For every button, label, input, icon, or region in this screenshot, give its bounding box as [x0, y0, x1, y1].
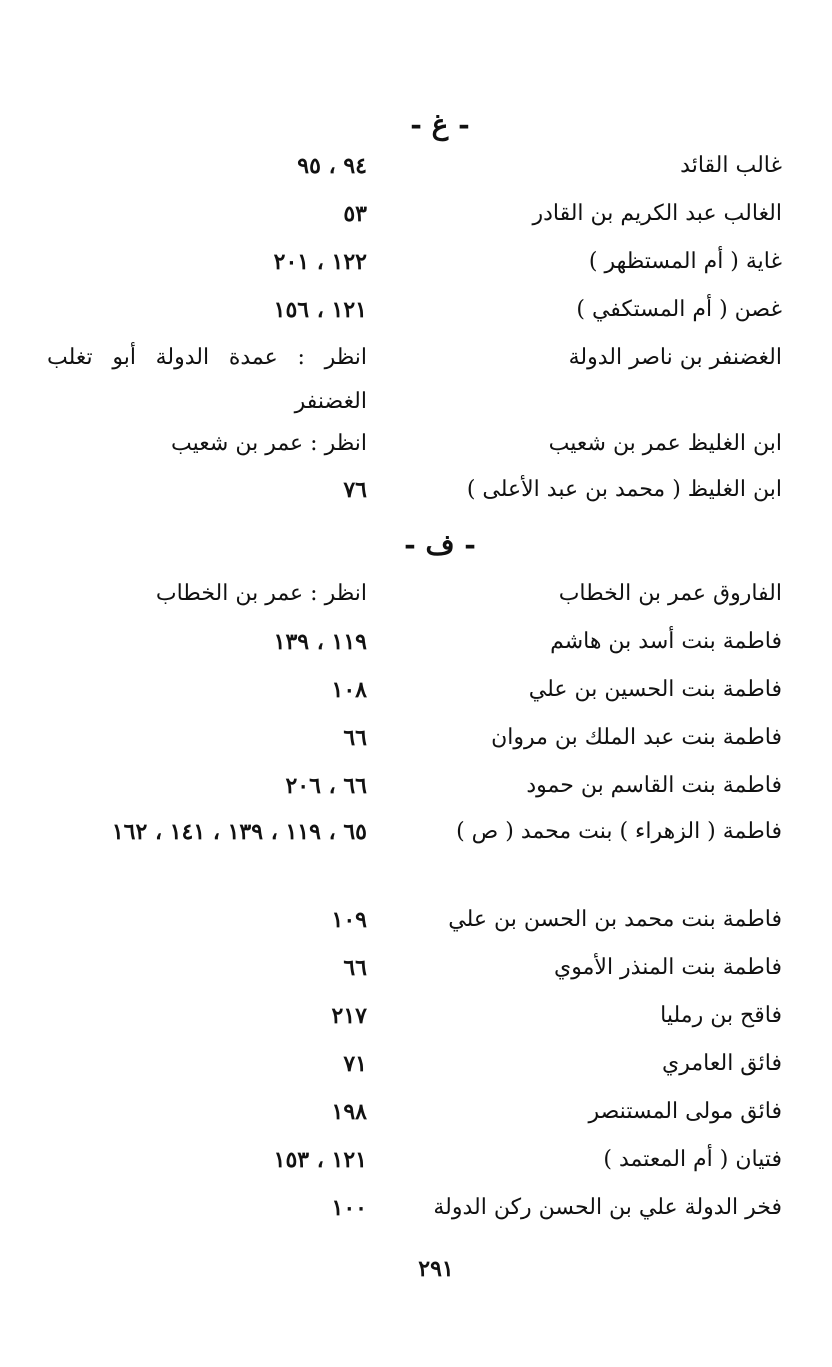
entry-page-refs: ١٢١ ، ١٥٣	[273, 1147, 367, 1173]
entry-page-refs: ٧١	[343, 1051, 367, 1077]
entry-page-refs: ١٩٨	[331, 1099, 367, 1125]
entry-name: فاطمة ( الزهراء ) بنت محمد ( ص )	[456, 819, 782, 844]
page-number: ٢٩١	[418, 1256, 454, 1282]
entry-page-refs: ١٢٢ ، ٢٠١	[273, 249, 367, 275]
entry-name: فاطمة بنت محمد بن الحسن بن علي	[448, 907, 782, 932]
entry-name: فاطمة بنت أسد بن هاشم	[550, 629, 782, 654]
entry-see-reference: انظر : عمر بن شعيب	[171, 431, 367, 456]
entry-page-refs: ٢١٧	[331, 1003, 367, 1029]
entry-name: فاطمة بنت الحسين بن علي	[528, 677, 782, 702]
entry-name: فاطمة بنت المنذر الأموي	[554, 955, 782, 980]
entry-name: غالب القائد	[680, 153, 782, 178]
entry-name: غصن ( أم المستكفي )	[576, 297, 782, 322]
entry-page-refs: ٥٣	[343, 201, 367, 227]
entry-page-refs: ١١٩ ، ١٣٩	[273, 629, 367, 655]
entry-name: فائق العامري	[662, 1051, 782, 1076]
entry-name: الغالب عبد الكريم بن القادر	[532, 201, 782, 226]
entry-page-refs: ١٠٩	[331, 907, 367, 933]
entry-name: الغضنفر بن ناصر الدولة	[568, 345, 782, 370]
entry-page-refs: ١٠٨	[331, 677, 367, 703]
entry-name: فخر الدولة علي بن الحسن ركن الدولة	[433, 1195, 782, 1220]
entry-name: فاقح بن رمليا	[660, 1003, 782, 1028]
entry-page-refs: ٦٥ ، ١١٩ ، ١٣٩ ، ١٤١ ، ١٦٢	[111, 819, 367, 845]
entry-page-refs: ٩٤ ، ٩٥	[297, 153, 367, 179]
entry-name: غاية ( أم المستظهر )	[588, 249, 782, 274]
entry-see-reference: انظر : عمدة الدولة أبو تغلب الغضنفر	[47, 345, 367, 414]
entry-page-refs: ٧٦	[343, 477, 367, 503]
entry-page-refs: ٦٦ ، ٢٠٦	[285, 773, 367, 799]
entry-page-refs: ٦٦	[343, 955, 367, 981]
entry-name: فتيان ( أم المعتمد )	[603, 1147, 782, 1172]
entry-see-reference: انظر : عمر بن الخطاب	[155, 581, 367, 606]
entry-name: ابن الغليظ عمر بن شعيب	[548, 431, 782, 456]
entry-page-refs: ١٠٠	[331, 1195, 367, 1221]
entry-name: ابن الغليظ ( محمد بن عبد الأعلى )	[466, 477, 782, 502]
entry-name: فاطمة بنت القاسم بن حمود	[526, 773, 782, 798]
entry-name: الفاروق عمر بن الخطاب	[558, 581, 782, 606]
entry-name: فاطمة بنت عبد الملك بن مروان	[491, 725, 782, 750]
section-heading-fa: - ف -	[404, 528, 476, 561]
entry-page-refs: ١٢١ ، ١٥٦	[273, 297, 367, 323]
section-heading-ghain: - غ -	[410, 108, 470, 141]
entry-name: فائق مولى المستنصر	[588, 1099, 782, 1124]
entry-page-refs: ٦٦	[343, 725, 367, 751]
